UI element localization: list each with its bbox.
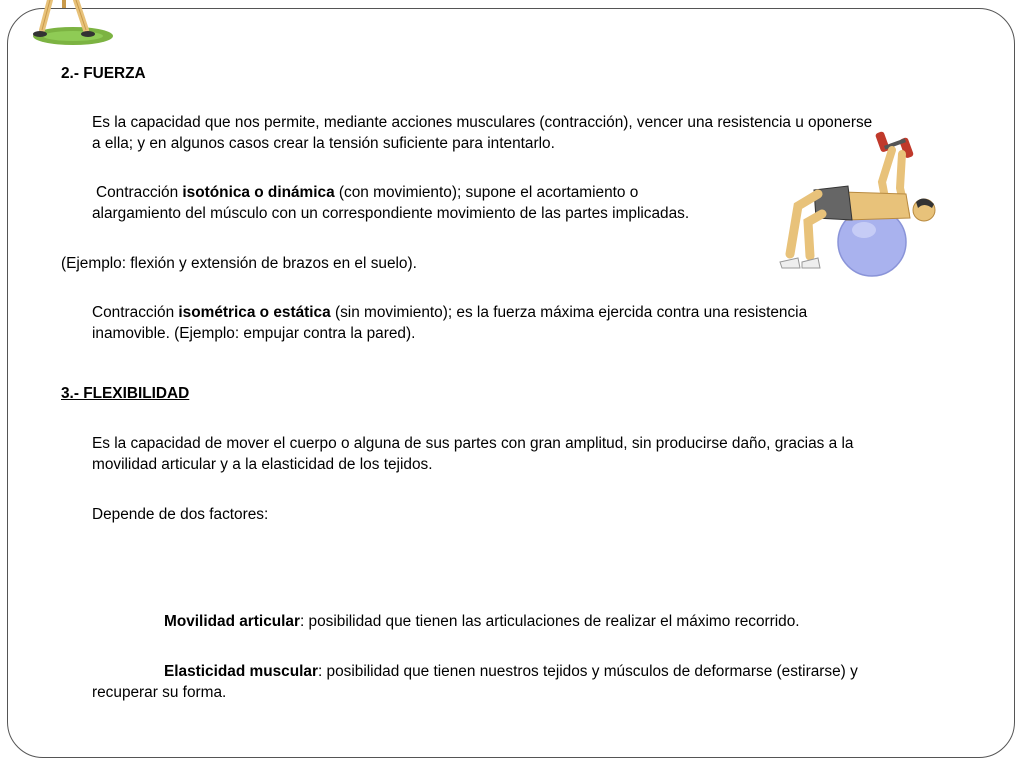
elasticidad-term: Elasticidad muscular	[164, 663, 318, 680]
depends-text: Depende de dos factores:	[92, 506, 269, 523]
isometrica-line1: Contracción isométrica o estática (sin movimiento); es la fuerza máxima ejercida contra una resistencia	[92, 304, 808, 321]
flexibilidad-definition-line2: movilidad articular y a la elasticidad de los tejidos.	[92, 456, 433, 473]
movilidad-articular-text: Movilidad articular: posibilidad que tienen las articulaciones de realizar el máximo recorrido.	[164, 613, 800, 630]
isotonica-line2: alargamiento del músculo con un correspondiente movimiento de las partes implicadas.	[92, 205, 690, 222]
elasticidad-line2: recuperar su forma.	[92, 684, 227, 701]
stretching-figure-icon	[28, 0, 118, 48]
isotonica-line1: Contracción isotónica o dinámica (con movimiento); supone el acortamiento o	[96, 184, 639, 201]
fuerza-definition-line2: a ella; y en algunos casos crear la tensión suficiente para intentarlo.	[92, 135, 555, 152]
isotonica-term: isotónica o dinámica	[182, 184, 335, 201]
fuerza-definition-line1: Es la capacidad que nos permite, mediante acciones musculares (contracción), vencer una resistencia u oponerse	[92, 114, 873, 131]
isotonica-example: (Ejemplo: flexión y extensión de brazos en el suelo).	[61, 255, 417, 272]
isometrica-line2: inamovible. (Ejemplo: empujar contra la pared).	[92, 325, 416, 342]
isometrica-term: isométrica o estática	[178, 304, 331, 321]
movilidad-term: Movilidad articular	[164, 613, 300, 630]
elasticidad-line1: Elasticidad muscular: posibilidad que tienen nuestros tejidos y músculos de deformarse (estirarse) y	[164, 663, 858, 680]
section-heading-flexibilidad: 3.- FLEXIBILIDAD	[61, 385, 190, 402]
flexibilidad-definition-line1: Es la capacidad de mover el cuerpo o alguna de sus partes con gran amplitud, sin producirse daño, gracias a la	[92, 435, 854, 452]
fitball-dumbbell-press-icon	[776, 122, 942, 280]
section-heading-fuerza: 2.- FUERZA	[61, 65, 146, 82]
